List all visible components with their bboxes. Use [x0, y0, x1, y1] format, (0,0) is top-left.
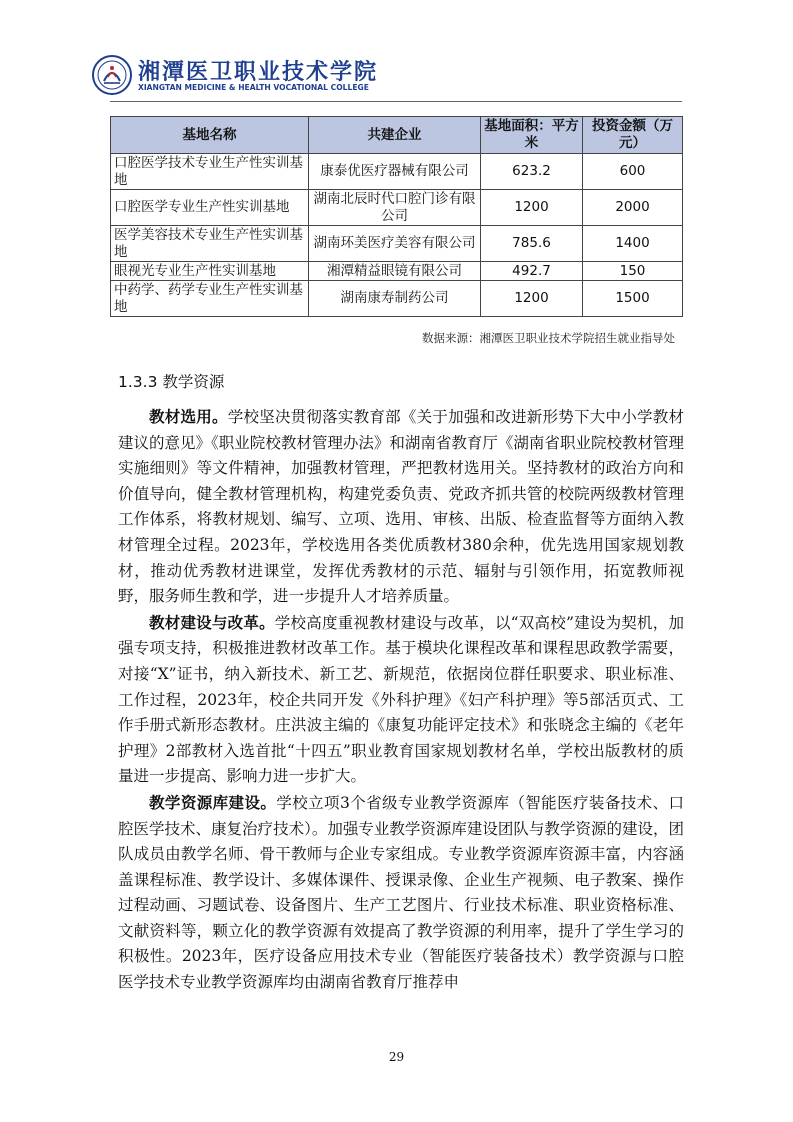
investment-cell: 1500 — [583, 281, 683, 317]
investment-cell: 2000 — [583, 190, 683, 226]
column-header: 投资金额（万元） — [583, 117, 683, 154]
investment-cell: 150 — [583, 262, 683, 281]
investment-cell: 600 — [583, 154, 683, 190]
paragraph — [118, 610, 684, 790]
school-name-en: XIANGTAN MEDICINE & HEALTH VOCATIONAL COLLEGE — [138, 83, 369, 92]
paragraph — [118, 404, 684, 610]
area-cell: 492.7 — [481, 262, 583, 281]
page-number: 29 — [388, 1050, 405, 1064]
paragraph-text: 学校高度重视教材建设与改革，以“双高校”建设为契机，加强专项支持，积极推进教材改革工作。基于模块化课程改革和课程思政教学需要，对接“X”证书，纳入新技术、新工艺、新规范，依据岗位群任职要求、职业标准、工作过程，2023年，校企共同开发《外科护理》《妇产科护理》等5部活页式、工作手册式新形态教材。庄洪波主编的《康复功能评定技术》和张晓念主编的《老年护理》2部教材入选首批“十四五”职业教育国家规划教材名单，学校出版教材的质量进一步提高、影响力进一步扩大。 — [118, 613, 684, 786]
column-header: 基地名称 — [111, 117, 309, 154]
company-cell: 湖南环美医疗美容有限公司 — [309, 226, 481, 262]
company-cell: 湖南康寿制药公司 — [309, 281, 481, 317]
paragraph-text: 学校立项3个省级专业教学资源库（智能医疗装备技术、口腔医学技术、康复治疗技术）。加强专业教学资源库建设团队与教学资源的建设，团队成员由教学名师、骨干教师与企业专家组成。专业教学资源库资源丰富，内容涵盖课程标准、教学设计、多媒体课件、授课录像、企业生产视频、电子教案、操作过程动画、习题试卷、设备图片、生产工艺图片、行业技术标准、职业资格标准、文献资料等，颗立化的教学资源有效提高了教学资源的利用率，提升了学生学习的积极性。2023年，医疗设备应用技术专业（智能医疗装备技术）教学资源与口腔医学技术专业教学资源库均由湖南省教育厅推荐申 — [118, 793, 684, 992]
base-name-cell: 医学美容技术专业生产性实训基地 — [111, 226, 309, 262]
column-header: 共建企业 — [309, 117, 481, 154]
area-cell: 1200 — [481, 190, 583, 226]
area-cell: 1200 — [481, 281, 583, 317]
table-row — [111, 281, 683, 317]
body-text — [118, 404, 684, 996]
base-name-cell: 中药学、药学专业生产性实训基地 — [111, 281, 309, 317]
paragraph-lead: 教材建设与改革。 — [149, 612, 275, 632]
section-title: 1.3.3 教学资源 — [118, 373, 225, 391]
header-divider — [110, 101, 682, 102]
column-header: 基地面积：平方米 — [481, 117, 583, 154]
paragraph-lead: 教学资源库建设。 — [149, 792, 277, 812]
school-name-cn: 湘潭医卫职业技术学院 — [138, 59, 379, 85]
table-row — [111, 154, 683, 190]
data-source-note: 数据来源：湘潭医卫职业技术学院招生就业指导处 — [422, 331, 675, 345]
base-name-cell: 口腔医学技术专业生产性实训基地 — [111, 154, 309, 190]
area-cell: 785.6 — [481, 226, 583, 262]
company-cell: 湖南北辰时代口腔门诊有限公司 — [309, 190, 481, 226]
school-emblem-icon — [92, 55, 132, 95]
table-row — [111, 262, 683, 281]
paragraph-text: 学校坚决贯彻落实教育部《关于加强和改进新形势下大中小学教材建议的意见》《职业院校教材管理办法》和湖南省教育厅《湖南省职业院校教材管理实施细则》等文件精神，加强教材管理，严把教材选用关。坚持教材的政治方向和价值导向，健全教材管理机构，构建党委负责、党政齐抓共管的校院两级教材管理工作体系，将教材规划、编写、立项、选用、审核、出版、检查监督等方面纳入教材管理全过程。2023年，学校选用各类优质教材380余种，优先选用国家规划教材，推动优秀教材进课堂，发挥优秀教材的示范、辐射与引领作用，拓宽教师视野，服务师生教和学，进一步提升人才培养质量。 — [118, 408, 684, 606]
area-cell: 623.2 — [481, 154, 583, 190]
training-base-table — [110, 116, 683, 317]
base-name-cell: 眼视光专业生产性实训基地 — [111, 262, 309, 281]
table-row — [111, 190, 683, 226]
table-row — [111, 226, 683, 262]
paragraph-lead: 教材选用。 — [149, 407, 228, 426]
base-name-cell: 口腔医学专业生产性实训基地 — [111, 190, 309, 226]
page-header — [92, 55, 692, 99]
paragraph — [118, 790, 684, 996]
investment-cell: 1400 — [583, 226, 683, 262]
company-cell: 湘潭精益眼镜有限公司 — [309, 262, 481, 281]
table-header-row — [111, 117, 683, 154]
company-cell: 康泰优医疗器械有限公司 — [309, 154, 481, 190]
